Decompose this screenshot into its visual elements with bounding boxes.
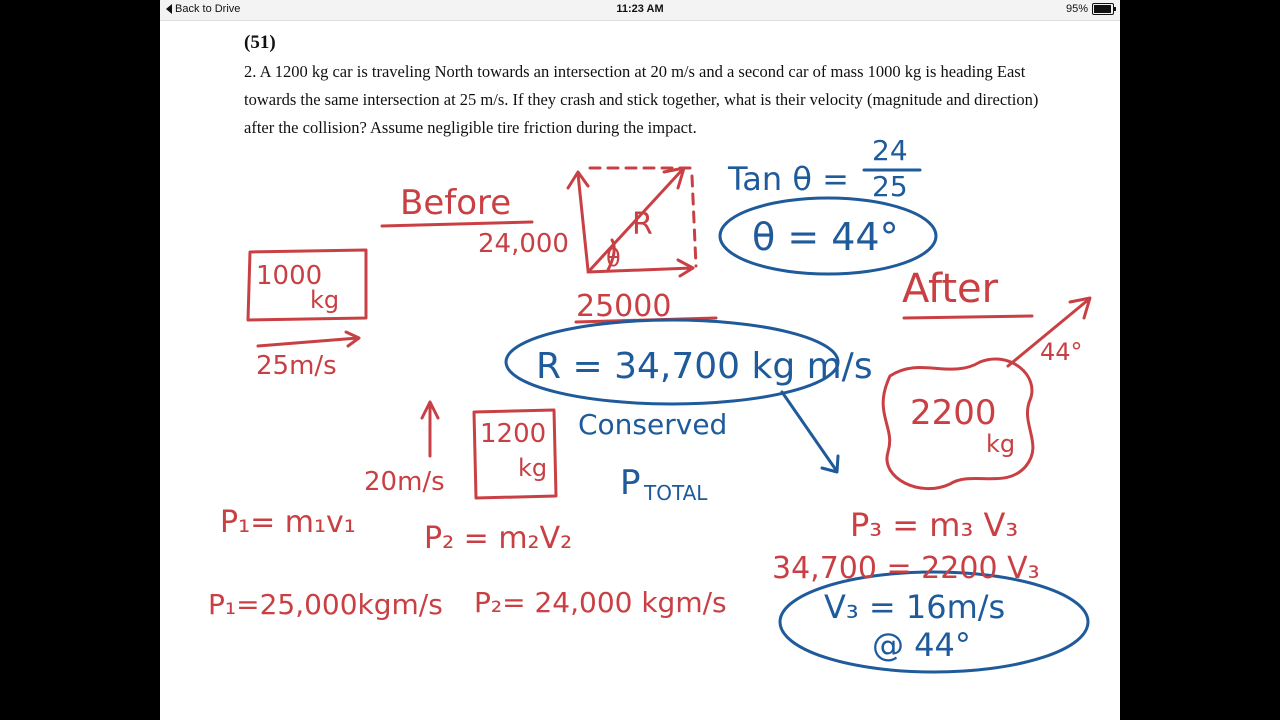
problem-number: (51) (244, 32, 276, 53)
conserved-label: Conserved (578, 408, 728, 441)
theta-label: θ (606, 244, 621, 272)
v3-angle: @ 44° (872, 626, 971, 664)
vertical-momentum: 24,000 (478, 229, 569, 259)
before-label: Before (400, 183, 512, 223)
p1-value: P₁=25,000kgm/s (208, 588, 443, 621)
car1-speed: 25m/s (256, 351, 337, 381)
battery-percent: 95% (1065, 3, 1088, 15)
problem-text: 2. A 1200 kg car is traveling North towards an intersection at 20 m/s and a second car of mass 1000 kg is heading East towards the same intersection at 25 m/s. If they crash and stick together, what is their velocity (magnitude and direction) after the collision? Assume negligible tire friction during the impact. (244, 62, 1039, 137)
car2-speed: 20m/s (364, 467, 445, 497)
p-total-label: P (620, 463, 641, 503)
car1-mass-unit: kg (310, 286, 340, 314)
p2-formula: P₂ = m₂V₂ (424, 521, 573, 556)
merged-mass-unit: kg (986, 430, 1016, 458)
p3-value: 34,700 = 2200 V₃ (772, 551, 1040, 586)
resultant-result: R = 34,700 kg m/s (536, 346, 873, 387)
after-label: After (902, 266, 999, 312)
tan-denominator: 25 (872, 170, 908, 203)
merged-mass-number: 2200 (910, 393, 997, 433)
p3-formula: P₃ = m₃ V₃ (850, 506, 1019, 544)
p2-value: P₂= 24,000 kgm/s (474, 586, 727, 619)
car1-mass-number: 1000 (256, 261, 323, 291)
clock: 11:23 AM (616, 3, 664, 15)
p-total-subscript: TOTAL (644, 481, 708, 505)
back-label: Back to Drive (175, 3, 241, 15)
car2-mass-unit: kg (518, 454, 548, 482)
v3-result: V₃ = 16m/s (824, 588, 1006, 626)
resultant-label: R (632, 207, 653, 242)
tan-numerator: 24 (872, 134, 908, 167)
car2-mass-number: 1200 (480, 419, 547, 449)
p1-formula: P₁= m₁v₁ (220, 505, 356, 540)
document-page (160, 0, 1120, 720)
after-angle: 44° (1040, 338, 1083, 366)
tan-equation: Tan θ = (728, 160, 849, 198)
horizontal-momentum: 25000 (576, 289, 672, 324)
handwritten-annotations (160, 0, 1120, 720)
theta-result: θ = 44° (752, 215, 899, 259)
